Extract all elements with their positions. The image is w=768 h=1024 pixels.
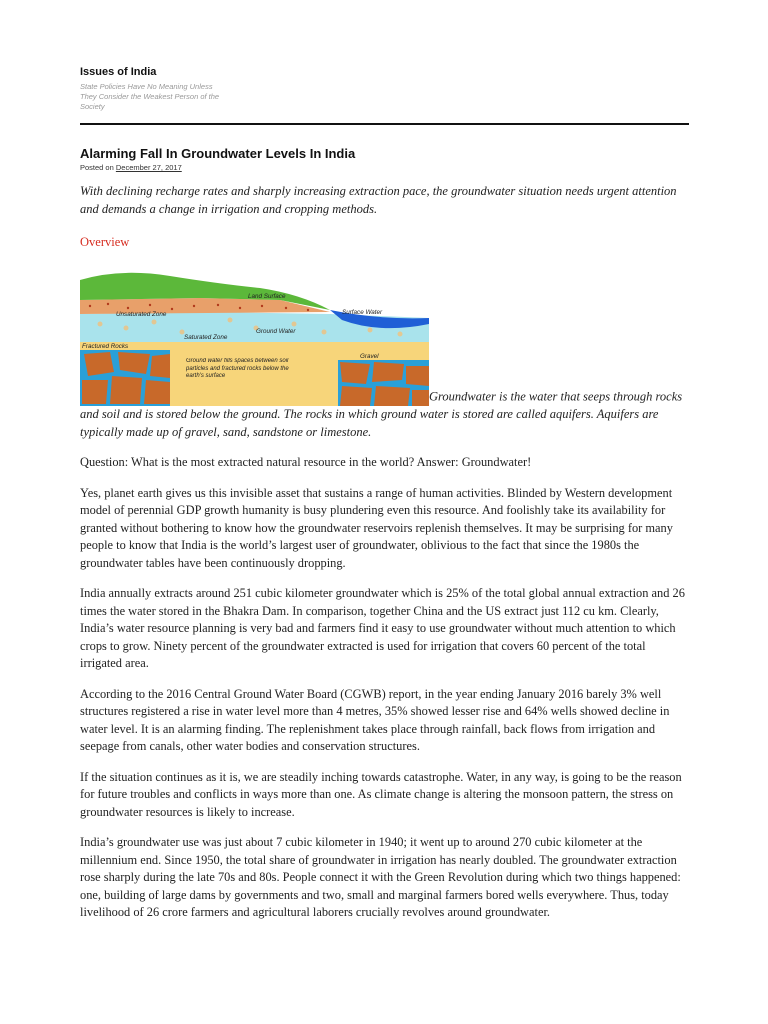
paragraph-cgwb-report: According to the 2016 Central Ground Water Board (CGWB) report, in the year ending January 2016 barely 3% well structures registered a rise in water level more than 4 metres, 35% showed lesser rise and 64% wells showed decline in water level. It is an alarming finding. The replenishment takes place through rainfall, back flows from irrigation and seepage from canals, other water bodies and conservation structures. — [80, 686, 670, 753]
post-title: Alarming Fall In Groundwater Levels In India — [80, 146, 356, 161]
figure-block — [80, 262, 690, 441]
label-unsaturated-zone: Unsaturated Zone — [116, 311, 167, 318]
post-meta — [80, 163, 690, 172]
header-divider — [80, 123, 689, 125]
post-date-link[interactable]: December 27, 2017 — [115, 163, 182, 172]
label-saturated-zone: Saturated Zone — [184, 334, 228, 341]
paragraph-usage-history: India’s groundwater use was just about 7 cubic kilometer in 1940; it went up to around 270 cubic kilometer at the millennium end. Since 1950, the total share of groundwater in irrigation has nearly doubled. The groundwater extraction rose sharply during the late 70s and 80s. People connect it with the Green Revolution during which two things happened: one, building of large dams by governments and two, small and marginal farmers bored wells everywhere. Thus, today livelihood of 26 crore farmers and agricultural laborers crucially revolves around groundwater. — [80, 835, 681, 919]
label-surface-water: Surface Water — [342, 309, 383, 316]
blog-post — [80, 146, 690, 922]
label-fractured-rocks: Fractured Rocks — [82, 343, 129, 350]
figure-caption: Groundwater is the water that seeps through rocks and soil and is stored below the ground. The rocks in which ground water is stored are called aquifers. Aquifers are typically made up of gravel, sand, sandstone or limestone. — [80, 389, 683, 439]
paragraph-invisible-asset: Yes, planet earth gives us this invisible asset that sustains a range of human activities. Blinded by Western development model of perennial GDP growth humanity is busy plundering even this resource. And foolishly take its availability for granted without bothering to know how the groundwater reservoirs replenish themselves. It may be surprising for many people to know that India is the world’s largest user of groundwater, oblivious to the fact that since the 1980s the groundwater tables have been continuously dropping. — [80, 485, 673, 570]
paragraph-catastrophe: If the situation continues as it is, we are steadily inching towards catastrophe. Water, in any way, is going to be the reason for future troubles and conflicts in ways more than one. As climate change is altering the monsoon pattern, the stress on groundwater resources is likely to increase. — [80, 769, 682, 819]
post-lead: With declining recharge rates and sharply increasing extraction pace, the groundwater situation needs urgent attention and demands a change in irrigation and cropping methods. — [80, 184, 677, 216]
label-ground-water: Ground Water — [256, 328, 296, 335]
label-fills-note: Ground water fills spaces between soil particles and fractured rocks below the earth's surface — [186, 358, 289, 379]
label-land-surface: Land Surface — [248, 293, 286, 300]
label-gravel: Gravel — [360, 353, 379, 360]
paragraph-question: Question: What is the most extracted natural resource in the world? Answer: Groundwater! — [80, 455, 532, 469]
blog-header — [80, 66, 700, 112]
paragraph-annual-extraction: India annually extracts around 251 cubic kilometer groundwater which is 25% of the total global annual extraction and 26 times the water stored in the Bhakra Dam. In comparison, together China and the US extract just 112 cu km. Clearly, India’s water resource planning is very bad and farmers find it easy to use groundwater without much attention to which crops to grow. Ninety percent of the groundwater extracted is used for irrigation that covers 60 percent of the total irrigated area. — [80, 586, 685, 670]
section-heading-overview: Overview — [80, 235, 130, 249]
posted-on-label: Posted on — [80, 163, 114, 172]
blog-tagline: State Policies Have No Meaning Unless They Consider the Weakest Person of the Society — [80, 82, 220, 111]
groundwater-diagram — [80, 262, 429, 406]
blog-title-link[interactable]: Issues of India — [80, 66, 157, 78]
